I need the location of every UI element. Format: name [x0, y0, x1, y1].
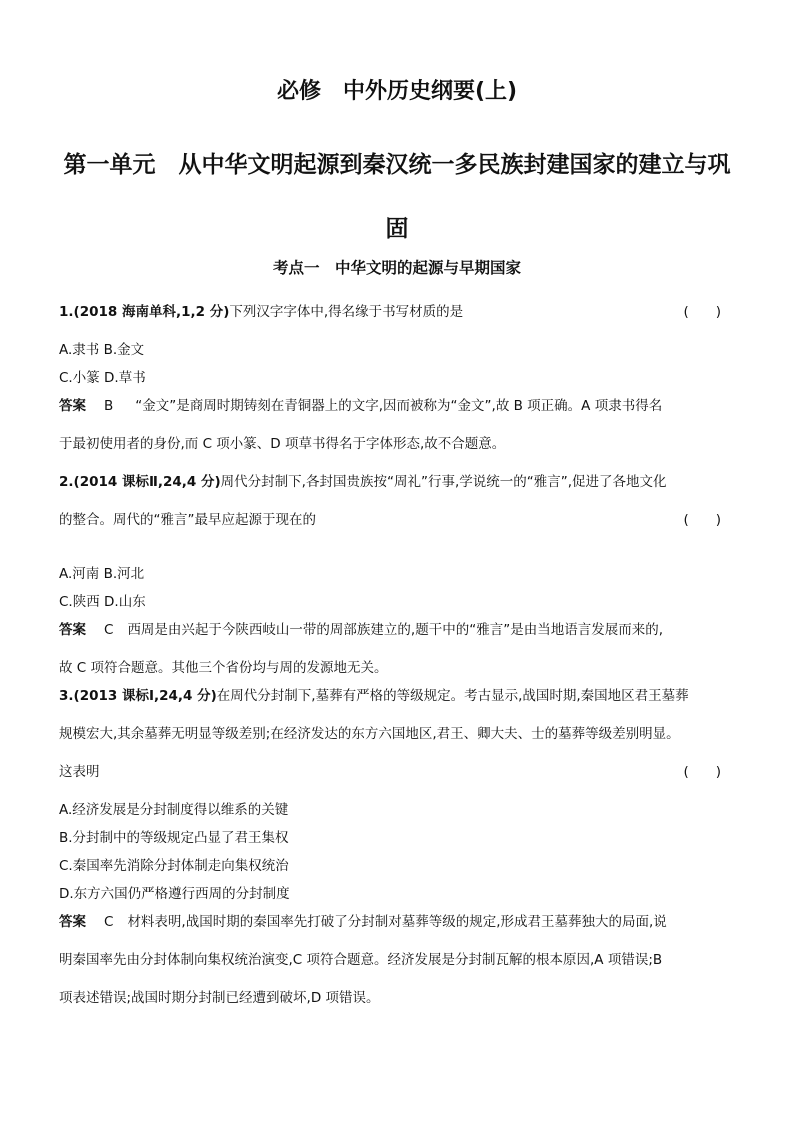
- question-3-option: A.经济发展是分封制度得以维系的关键: [59, 802, 289, 818]
- question-list: [59, 298, 735, 1022]
- question-2-option-row: C.陕西 D.山东: [59, 594, 146, 610]
- question-3-option: B.分封制中的等级规定凸显了君王集权: [59, 830, 289, 846]
- question-3-text-end: 这表明: [59, 764, 100, 780]
- answer-letter: C: [104, 914, 114, 930]
- question-1-source: 1.(2018 海南单科,1,2 分): [59, 304, 230, 320]
- question-3-source: 3.(2013 课标Ⅰ,24,4 分): [59, 688, 217, 704]
- question-1-text: 下列汉字字体中,得名缘于书写材质的是: [229, 304, 464, 320]
- spacer: [59, 544, 735, 560]
- question-2-text: 周代分封制下,各封国贵族按“周礼”行事,学说统一的“雅言”,促进了各地文化: [220, 474, 667, 490]
- question-1-stem: [59, 298, 735, 336]
- question-2-answer: [59, 616, 735, 654]
- answer-label: 答案: [59, 622, 86, 638]
- answer-letter: B: [104, 398, 114, 414]
- explanation-text: 材料表明,战国时期的秦国率先打破了分封制对墓葬等级的规定,形成君王墓葬独大的局面,说: [127, 914, 667, 930]
- question-3-answer: [59, 908, 735, 946]
- answer-label: 答案: [59, 398, 86, 414]
- question-3-stem-cont: 规模宏大,其余墓葬无明显等级差别;在经济发达的东方六国地区,君王、卿大夫、士的墓葬等级差别明显。: [59, 726, 680, 742]
- answer-bracket: ( ): [683, 304, 721, 320]
- question-3-option: C.秦国率先消除分封体制走向集权统治: [59, 858, 289, 874]
- question-2-explanation-cont: 故 C 项符合题意。其他三个省份均与周的发源地无关。: [59, 660, 388, 676]
- section-title: 考点一 中华文明的起源与早期国家: [272, 259, 521, 277]
- answer-bracket: ( ): [683, 764, 721, 780]
- question-1-option-row: C.小篆 D.草书: [59, 370, 146, 386]
- explanation-text: 西周是由兴起于今陕西岐山一带的周部族建立的,题干中的“雅言”是由当地语言发展而来的,: [127, 622, 664, 638]
- question-2-text-cont: 的整合。周代的“雅言”最早应起源于现在的: [59, 512, 316, 528]
- question-2-stem-cont: [59, 506, 735, 544]
- question-2-stem: [59, 468, 735, 506]
- question-3-explanation-end: 项表述错误;战国时期分封制已经遭到破坏,D 项错误。: [59, 990, 380, 1006]
- answer-label: 答案: [59, 914, 86, 930]
- question-3-text: 在周代分封制下,墓葬有严格的等级规定。考古显示,战国时期,秦国地区君王墓葬: [216, 688, 689, 704]
- explanation-text: “金文”是商周时期铸刻在青铜器上的文字,因而被称为“金文”,故 B 项正确。A 项隶书得名: [135, 398, 663, 414]
- unit-title: 第一单元 从中华文明起源到秦汉统一多民族封建国家的建立与巩固: [63, 152, 731, 242]
- question-2-option-row: A.河南 B.河北: [59, 566, 145, 582]
- question-3-option: D.东方六国仍严格遵行西周的分封制度: [59, 886, 290, 902]
- answer-letter: C: [104, 622, 114, 638]
- question-3-explanation-cont: 明秦国率先由分封体制向集权统治演变,C 项符合题意。经济发展是分封制瓦解的根本原因,A 项错误;B: [59, 952, 663, 968]
- answer-bracket: ( ): [683, 512, 721, 528]
- question-3-stem: [59, 682, 735, 720]
- question-1-answer: [59, 392, 735, 430]
- question-1-option-row: A.隶书 B.金文: [59, 342, 145, 358]
- book-title: 必修 中外历史纲要(上): [276, 79, 518, 104]
- question-2-source: 2.(2014 课标Ⅱ,24,4 分): [59, 474, 221, 490]
- question-3-stem-end: [59, 758, 735, 796]
- question-1-explanation-cont: 于最初使用者的身份,而 C 项小篆、D 项草书得名于字体形态,故不合题意。: [59, 436, 506, 452]
